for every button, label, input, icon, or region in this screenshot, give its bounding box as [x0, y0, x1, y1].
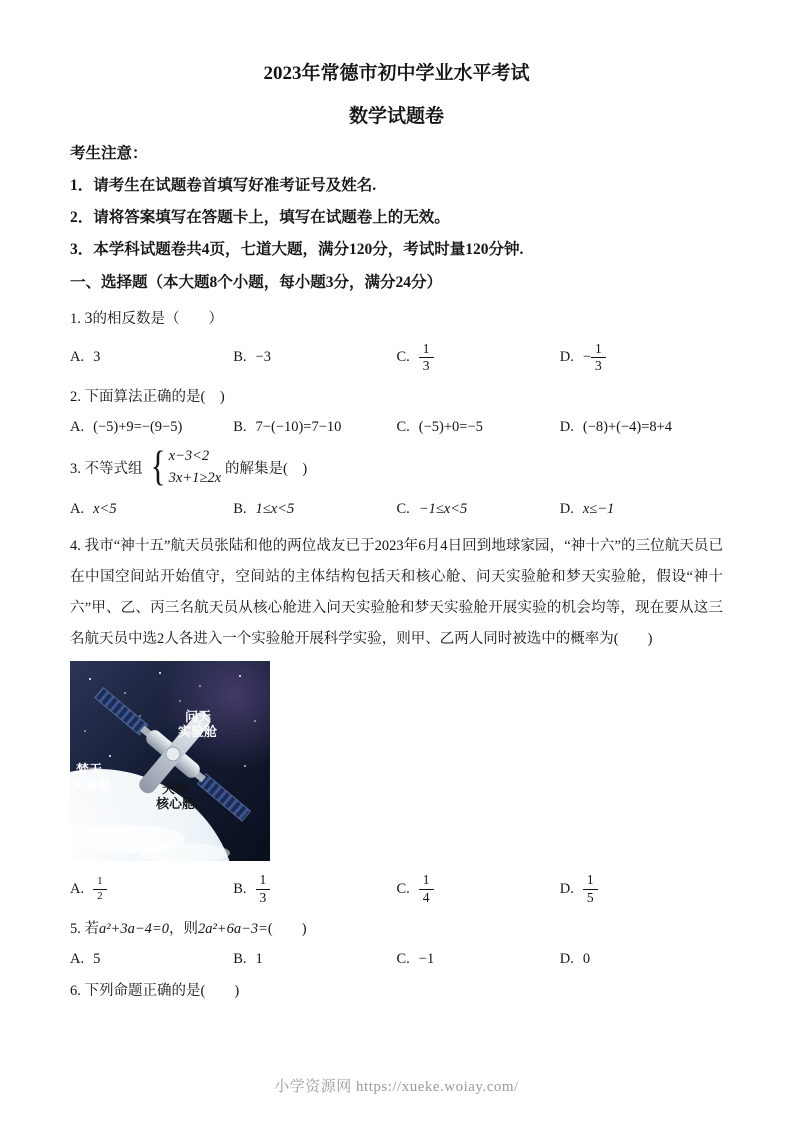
- option-value: (−5)+0=−5: [418, 419, 483, 436]
- fraction-denominator: 5: [586, 889, 594, 905]
- option-value: 5: [93, 950, 101, 967]
- q5-options: [70, 951, 723, 968]
- fraction-numerator: 1: [256, 872, 271, 889]
- label-mengtian-module: 实验舱: [72, 777, 112, 793]
- notice-item-3: 3．本学科试题卷共4页，七道大题，满分120分，考试时量120分钟.: [70, 240, 524, 258]
- label-wentian-module: 实验舱: [178, 724, 218, 740]
- q2-option-d: [560, 419, 723, 436]
- q3-stem-post: 的解集是( ): [225, 461, 308, 478]
- q4-option-a: [70, 875, 233, 902]
- option-value: 7−(−10)=7−10: [255, 419, 342, 436]
- q4-options: [70, 872, 723, 905]
- option-value: 3: [93, 348, 101, 365]
- page-title: 2023年常德市初中学业水平考试: [263, 63, 530, 84]
- fraction-denominator: 4: [422, 889, 430, 905]
- q3-option-c: [397, 501, 560, 518]
- minus-sign: −: [582, 348, 592, 365]
- option-label: C.: [396, 880, 410, 897]
- q5-equation-1: a²+3a−4=0: [99, 920, 169, 937]
- fraction-numerator: 1: [591, 341, 606, 358]
- option-label: A.: [70, 500, 85, 517]
- q1-option-c: [397, 341, 560, 374]
- q5-stem: [70, 919, 723, 940]
- fraction-numerator: 1: [419, 341, 434, 358]
- option-label: B.: [233, 500, 247, 517]
- q2-option-a: [70, 419, 233, 436]
- option-value: 1≤x<5: [255, 500, 295, 517]
- option-value: x≤−1: [582, 500, 615, 517]
- q2-stem: 2. 下面算法正确的是( ): [70, 389, 225, 406]
- option-value: 1: [255, 950, 263, 967]
- inequality-system: [169, 446, 221, 490]
- fraction-one-quarter: [419, 872, 434, 905]
- q1-stem-math: 3: [84, 309, 93, 327]
- label-mengtian-module: 梦天: [76, 762, 103, 778]
- q1-option-d: [560, 341, 723, 374]
- option-label: C.: [396, 500, 410, 517]
- option-label: B.: [233, 950, 247, 967]
- option-value: x<5: [93, 500, 117, 517]
- notice-item-2: 2．请将答案填写在答题卡上，填写在试题卷上的无效。: [70, 208, 450, 226]
- q1-stem: [70, 307, 723, 330]
- fraction-denominator: 3: [595, 357, 602, 373]
- q1-option-a: [70, 349, 233, 366]
- q1-option-b: [233, 349, 396, 366]
- fraction-numerator: 1: [583, 872, 598, 889]
- q3-stem: [70, 446, 723, 490]
- q3-option-d: [560, 501, 723, 518]
- option-label: C.: [396, 950, 410, 967]
- option-value: 0: [582, 950, 591, 967]
- section-1-heading: 一、选择题（本大题8个小题，每小题3分，满分24分）: [70, 273, 443, 291]
- q5-equation-2: 2a²+6a−3=: [197, 920, 268, 937]
- option-value: (−5)+9=−(9−5): [93, 419, 183, 436]
- q2-option-b: [233, 419, 396, 436]
- inequality-line-2: 3x+1≥2x: [168, 469, 222, 486]
- q6-stem: 6. 下列命题正确的是( ): [70, 982, 240, 999]
- option-label: C.: [396, 348, 410, 365]
- q2-option-c: [397, 419, 560, 436]
- question-1: [70, 307, 723, 375]
- label-tianhe-module: 核心舱: [156, 796, 196, 812]
- question-6: [70, 981, 723, 1002]
- option-label: A.: [70, 419, 85, 436]
- q5-stem-text: 5. 若: [70, 920, 99, 937]
- q3-option-b: [233, 501, 396, 518]
- q5-option-d: [560, 951, 723, 968]
- fraction-one-fifth: [583, 872, 598, 905]
- fraction-one-third: [591, 341, 606, 374]
- q1-number: 1.: [70, 310, 81, 327]
- question-3: [70, 446, 723, 518]
- notice-item-1: 1．请考生在试题卷首填写好准考证号及姓名.: [70, 176, 377, 194]
- option-label: D.: [559, 348, 574, 365]
- page-footer: 小学资源网 https://xueke.woiay.com/: [274, 1079, 519, 1095]
- fraction-denominator: 3: [422, 357, 430, 373]
- q5-stem-post: ( ): [267, 920, 307, 937]
- question-5: [70, 919, 723, 968]
- q1-stem-text: 的相反数是（ ）: [92, 310, 223, 327]
- q4-stem: 4. 我市“神十五”航天员张陆和他的两位战友已于2023年6月4日回到地球家园，“神十六”的三位航天员已在中国空间站开始值守，空间站的主体结构包括天和核心舱、问天实验舱和梦天实验舱，假设“神十六”甲、乙、丙三名航天员从核心舱进入问天实验舱和梦天实验舱开展实验的机会均等，现在要从这三名航天员中选2人各进入一个实验舱开展科学实验，则甲、乙两人同时被选中的概率为( ): [70, 537, 723, 648]
- q3-stem-text: 3. 不等式组: [70, 461, 143, 478]
- q3-option-a: [70, 501, 233, 518]
- option-label: A.: [70, 950, 85, 967]
- option-value: −1: [418, 950, 435, 967]
- q3-options: [70, 501, 723, 518]
- system-brace: {: [150, 444, 166, 491]
- option-label: C.: [396, 419, 410, 436]
- option-value: −3: [255, 348, 271, 365]
- option-label: D.: [559, 880, 574, 897]
- fraction-one-third: [256, 872, 271, 905]
- option-value: −1≤x<5: [418, 500, 468, 517]
- question-4: [70, 531, 723, 906]
- label-wentian-module: 问天: [185, 709, 212, 725]
- q5-option-a: [70, 951, 233, 968]
- q1-options: [70, 341, 723, 374]
- q5-option-b: [233, 951, 396, 968]
- space-station-image: [70, 661, 270, 861]
- fraction-one-half: [93, 875, 107, 902]
- option-value: (−8)+(−4)=8+4: [582, 419, 673, 436]
- q5-option-c: [397, 951, 560, 968]
- fraction-denominator: 2: [97, 889, 103, 902]
- notice-heading: 考生注意：: [70, 145, 148, 162]
- option-label: B.: [233, 880, 247, 897]
- q5-stem-mid: ，则: [168, 920, 198, 937]
- inequality-line-1: x−3<2: [168, 448, 210, 465]
- fraction-numerator: 1: [419, 872, 434, 889]
- q4-option-d: [560, 872, 723, 905]
- fraction-denominator: 3: [259, 889, 267, 905]
- option-label: B.: [233, 348, 247, 365]
- option-label: B.: [233, 419, 247, 436]
- option-label: A.: [70, 880, 85, 897]
- question-2: [70, 387, 723, 436]
- space-station-figure: [70, 661, 723, 861]
- option-label: D.: [559, 950, 574, 967]
- fraction-numerator: 1: [93, 875, 107, 889]
- q4-option-c: [397, 872, 560, 905]
- fraction-one-third: [419, 341, 434, 374]
- q4-option-b: [233, 872, 396, 905]
- option-label: A.: [70, 348, 85, 365]
- option-label: D.: [559, 500, 574, 517]
- q2-options: [70, 419, 723, 436]
- label-tianhe-module: 天和: [162, 781, 189, 797]
- page-subtitle: 数学试题卷: [348, 106, 444, 127]
- option-label: D.: [559, 419, 574, 436]
